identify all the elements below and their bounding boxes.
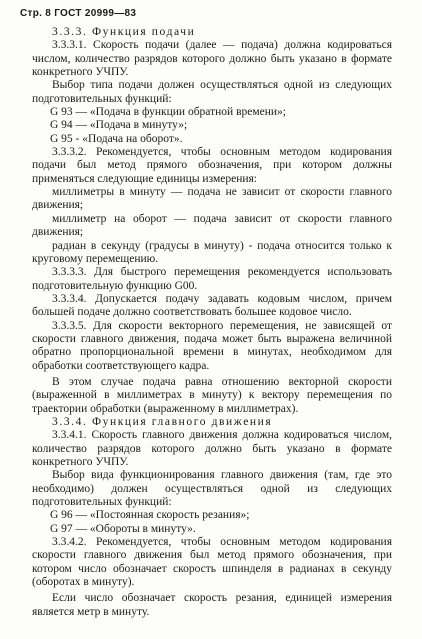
paragraph: 3.3.3.3. Для быстрого перемещения рекомендуется использовать подготовительную функцию G00. <box>32 266 392 292</box>
paragraph: миллиметр на оборот — подача зависит от скорости главного движения; <box>32 212 392 239</box>
paragraph: Если число обозначает скорость резания, единицей измерения является метр в минуту. <box>32 592 392 618</box>
paragraph: 3.3.3.1. Скорость подачи (далее — подача) должна кодироваться числом, количество разрядов которого должно быть указано в формате конкретного УЧПУ. <box>32 39 392 79</box>
paragraph: В этом случае подача равна отношению векторной скорости (выраженной в миллиметрах в минуту) к вектору перемещения по траектории обработки (выраженному в миллиметрах). <box>32 375 392 415</box>
paragraph: Выбор типа подачи должен осуществляться одной из следующих подготовительных функций: <box>32 79 392 105</box>
paragraph: Выбор вида функционирования главного движения (там, где это необходимо) должен осуществляться одной из следующих подготовительных функций: <box>32 469 392 509</box>
section-heading: 3.3.4. Функция главного движения <box>52 415 273 428</box>
page-header: Стр. 8 ГОСТ 20999—83 <box>20 8 137 19</box>
paragraph: миллиметры в минуту — подача не зависит от скорости главного движения; <box>32 186 392 212</box>
paragraph: 3.3.3.4. Допускается подачу задавать кодовым числом, причем большей подаче должно соответствовать большее кодовое число. <box>32 292 392 319</box>
function-code-line: G 95 - «Подача на оборот». <box>50 132 183 145</box>
paragraph: радиан в секунду (градусы в минуту) - подача относится только к круговому перемещению. <box>32 239 392 265</box>
function-code-line: G 94 — «Подача в минуту»; <box>50 119 188 132</box>
function-code-line: G 97 — «Обороты в минуту». <box>50 522 196 535</box>
function-code-line: G 96 — «Постоянная скорость резания»; <box>50 509 250 522</box>
function-code-line: G 93 — «Подача в функции обратной времени»; <box>50 106 286 119</box>
section-heading: 3.3.3. Функция подачи <box>52 26 196 38</box>
paragraph: 3.3.3.2. Рекомендуется, чтобы основным методом кодирования подачи был метод прямого обозначения, при котором должны применяться следующие единицы измерения: <box>32 146 392 185</box>
paragraph: 3.3.4.2. Рекомендуется, чтобы основным методом кодирования скорости главного движения был метод прямого обозначения, при котором число обозначает скорость шпинделя в радианах в секунду (оборотах в минуту). <box>32 536 392 589</box>
paragraph: 3.3.3.5. Для скорости векторного перемещения, не зависящей от скорости главного движения, подача может быть выражена величиной обратно пропорциональной времени в минутах, необходимом для обработки соответствующего кадра. <box>32 319 392 372</box>
paragraph: 3.3.4.1. Скорость главного движения должна кодироваться числом, количество разрядов которого должно быть указано в формате конкретного УЧПУ. <box>32 429 392 468</box>
document-body <box>32 26 392 619</box>
